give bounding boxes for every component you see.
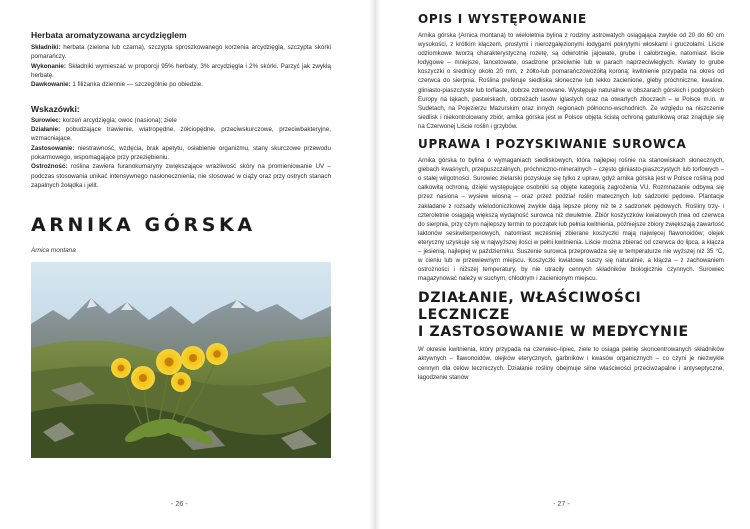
plant-latin-name: Arnica montana: [31, 247, 76, 254]
herbata-dawkowanie-label: Dawkowanie:: [31, 81, 71, 89]
herbata-dawkowanie-text: 1 filiżanka dziennie — szczególnie po obiedzie.: [70, 81, 203, 89]
herbata-wykonanie: [31, 62, 331, 81]
wskazowki-surowiec-text: korzeń arcydzięgla; owoc (nasiona); ziele: [60, 116, 177, 124]
section-heading-dzialanie-line1: DZIAŁANIE, WŁAŚCIWOŚCI LECZNICZE: [418, 290, 642, 324]
section-text-dzialanie: W okresie kwitnienia, który przypada na czerwiec–lipiec, ziele to osiąga pełnię skoncentrowanych składników aktywnych – flawonoidów, olejków eterycznych, garbników i kwasów organicznych – co czyni je niezwykle cennym dla celów leczniczych. Działanie rośliny obejmuje silne właściwości przeciwzapalne i antyseptyczne, łagodzenie stanów: [418, 346, 724, 381]
left-page: [0, 0, 370, 529]
section-heading-dzialanie: [418, 290, 724, 341]
wskazowki-dzialanie-label: Działanie:: [31, 126, 61, 134]
herbata-dawkowanie: [31, 80, 331, 89]
wskazowki-ostroznosc-label: Ostrożność:: [31, 163, 68, 171]
page-number-left: - 26 -: [171, 499, 188, 508]
herbata-wykonanie-text: Składniki wymieszać w proporcji 95% herbaty, 3% arcydzięgla i 2% skórki. Parzyć jak zwykłą herbatę.: [31, 62, 331, 80]
right-page: [380, 0, 750, 529]
wskazowki-zastosowanie: [31, 144, 331, 163]
right-page-text: [418, 12, 724, 382]
arnica-photo: [31, 262, 331, 458]
wskazowki-dzialanie: [31, 125, 331, 144]
herbata-wykonanie-label: Wykonanie:: [31, 62, 66, 70]
wskazowki-ostroznosc: [31, 162, 331, 190]
page-number-right: - 27 -: [553, 499, 570, 508]
herbata-skladniki-text: herbata (zielona lub czarna), szczypta sproszkowanego korzenia arcydzięgla, szczypta skórki pomarańczy.: [31, 44, 331, 61]
section-text-uprawa: Arnika górska to bylina o wymaganiach siedliskowych, która najlepiej rośnie na stanowiskach słonecznych, glebach kwaśnych, przepuszczalnych, próchniczno-mineralnych – często gliniasto-piaszczystych lub torfowych – o stałej wilgotności. Surowiec zielarski pozyskuje się tylko z upraw, gdyż arnika górska jest w Polsce rośliną pod całkowitą ochroną, dzięki występujące osobniki są objęte kategorią zagrożenia VU. Rozmnażanie odbywa się przez nasiona – wysiew wiosną – oraz przez podział roślin matecznych lub sadzonki pędowe. Plantacje zakładane z rozsady wielodoniczkowej zwykle dają lepsze plony niż te z sadzonek pędowych. Rośliny trzy- i czteroletnie osiągają większą wydajność surowca niż dwuletnie. Zbiór koszyczków kwiatowych trwa od czerwca do sierpnia, przy czym najlepszy termin to początek lub pełnia kwitnienia, późniejsze zbiory zwiększają zawartość laktonów seskwiterpenowych, natomiast wcześniej zbierane koszyczki mają najwięcej flawonoidów; olejek eteryczny uzyskuje się w najwyższej ilości w pełni kwitnienia. Liście można zbierać od czerwca do lipca, a kłącza – jesienią, najlepiej w październiku. Suszenie surowca przeprowadza się w temperaturze nie wyższej niż 35 °C, w cieniu lub w przewiewnym miejscu. Koszyczki kwiatowe suszy się naturalnie, a kłącza – z zachowaniem ostrożności i niższej temperatury, by nie utraciły cennych składników biologicznie czynnych. Surowiec magazynować należy w suchym, chłodnym i zacienionym miejscu.: [418, 157, 724, 283]
herbata-heading: Herbata aromatyzowana arcydzięglem: [31, 30, 187, 40]
left-page-text: [31, 30, 331, 190]
wskazowki-zastosowanie-label: Zastosowanie:: [31, 144, 75, 152]
wskazowki-zastosowanie-text: niestrawność, wzdęcia, brak apetytu, osłabienie organizmu, stany skurczowe przewodu pokarmowego, wspomagające przy przeziębieniu.: [31, 144, 331, 162]
arnica-photo-illustration: [31, 262, 331, 458]
plant-title: ARNIKA GÓRSKA: [31, 214, 256, 236]
section-heading-opis: OPIS I WYSTĘPOWANIE: [418, 12, 587, 26]
section-heading-dzialanie-line2: I ZASTOSOWANIE W MEDYCYNIE: [418, 324, 689, 341]
wskazowki-surowiec: [31, 116, 331, 125]
herbata-skladniki-label: Składniki:: [31, 44, 61, 51]
wskazowki-surowiec-label: Surowiec:: [31, 116, 61, 124]
section-text-opis: Arnika górska (Arnica montana) to wieloletnia bylina z rodziny astrowatych osiągająca zwykle od 20 do 60 cm wysokości, z krótkim kłączem, prostymi i nierozgałęzionymi łodygami pokrytymi włoskami i gruczołami. Liście odziomkowe tworzą charakterystyczną rozetę, są odwrotnie jajowate, grube i całobrzegie, natomiast liście łodygowe – mniejsze, lancetowate, osadzone przeciwnie lub w parach naprzeciwległych. Kwiaty to grube koszyczki o średnicy około 20 mm, z żółto-lub pomarańczowożółtą koroną; kwitnienie przypada na okres od czerwca do sierpnia. Roślina preferuje siedliska słoneczne lub lekko zacienione, gleby próchniczne, kwaśne, gliniasto-piaszczyste lub torfiaste, dobrze zdrenowane. Występuje naturalnie w obszarach górskich i podgórskich Europy na łąkach, pastwiskach, obrzeżach lasów iglastych oraz na otwartych zboczach – w Polsce m.in. w Sudetach, na Pojezierzu Mazurskim oraz innych regionach północno-wschodnich. Ze względu na niszczenie siedlisk i niekontrolowany zbiór, arnika górska jest w Polsce objęta ścisłą ochroną gatunkową oraz znajduje się na Czerwonej Liście roślin i grzybów.: [418, 32, 724, 130]
wskazowki-dzialanie-text: pobudzające trawienie, wiatropędne, żółciopędne, przeciwskurczowe, przeciwbakteryjne, wzmacniające.: [31, 126, 331, 143]
section-heading-uprawa: UPRAWA I POZYSKIWANIE SUROWCA: [418, 137, 687, 152]
wskazowki-heading: Wskazówki:: [31, 103, 80, 114]
herbata-skladniki: [31, 43, 331, 62]
wskazowki-ostroznosc-text: roślina zawiera furanokumaryny zwiększające wrażliwość skóry na promieniowanie UV – podczas stosowania unikać intensywnego nasłonecznienia; nie stosować w ciąży oraz przy ostrych stanach zapalnych żołądka i jelit.: [31, 163, 331, 190]
